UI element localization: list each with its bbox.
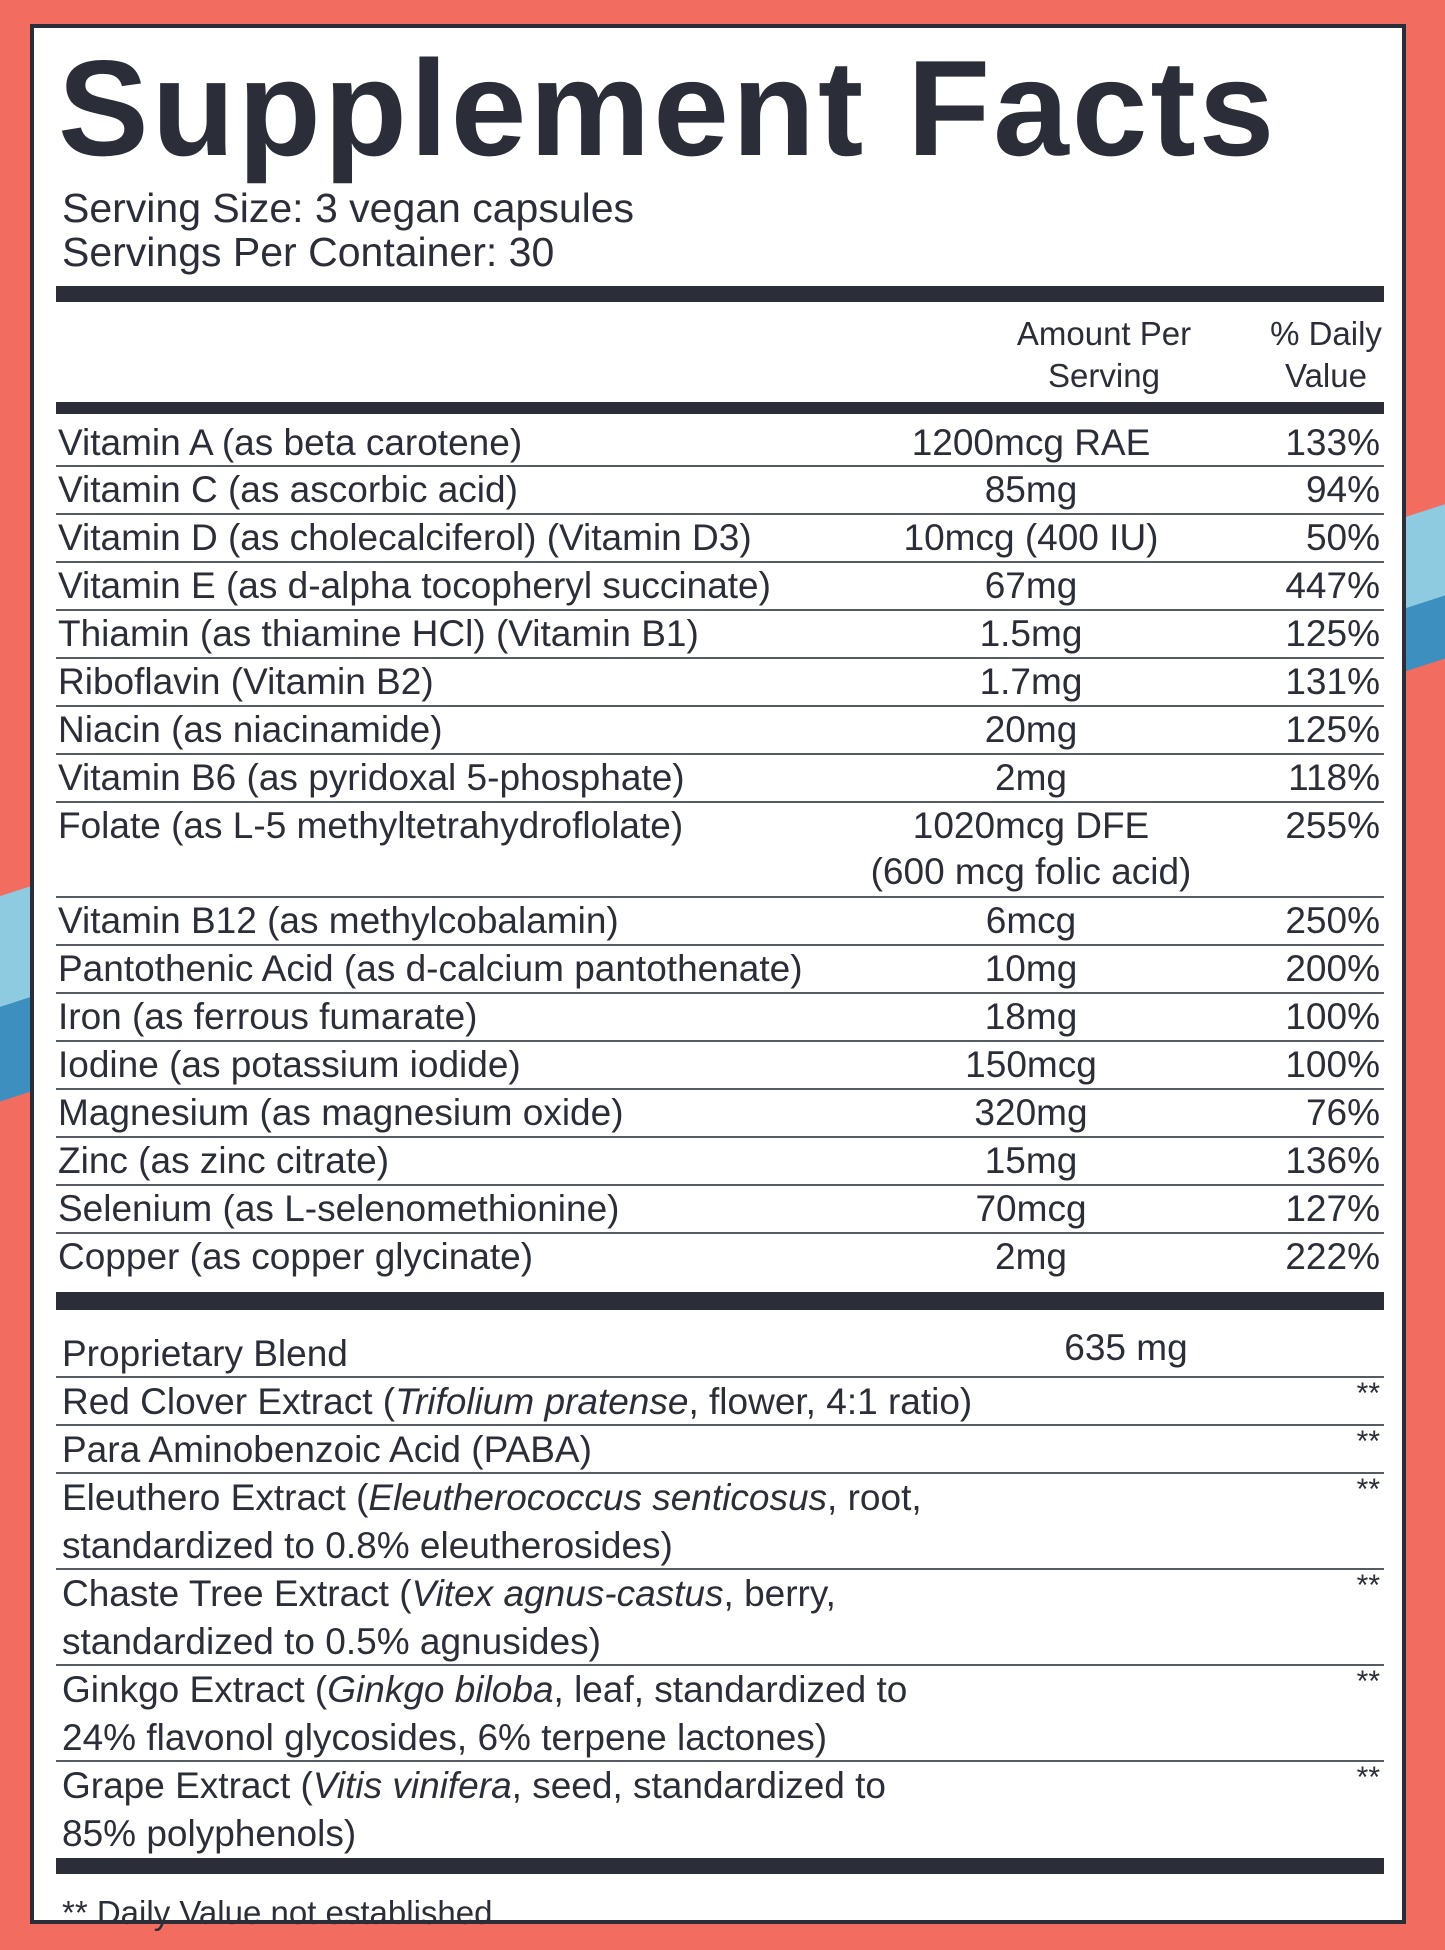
nutrient-daily-value: 76%: [1305, 1092, 1380, 1133]
blend-name: Proprietary Blend: [62, 1333, 348, 1374]
nutrient-daily-value: 133%: [1285, 422, 1380, 463]
ingredient-name: [62, 1666, 907, 1714]
nutrient-amount-value: 18mg: [984, 996, 1078, 1037]
daily-value-not-established-marker: **: [1356, 1665, 1380, 1698]
nutrient-amount-note: (600 mcg folic acid): [870, 851, 1192, 892]
nutrient-amount: [741, 1186, 1321, 1232]
ingredient-name-end: , berry,: [723, 1573, 836, 1614]
nutrient-name: Niacin (as niacinamide): [58, 709, 443, 750]
blend-ingredient-row: [56, 1762, 1384, 1858]
ingredient-name-end: , leaf, standardized to: [553, 1669, 908, 1710]
nutrient-amount-value: 20mg: [984, 709, 1078, 750]
nutrient-name: Iodine (as potassium iodide): [58, 1044, 521, 1085]
ingredient-name-start: Red Clover Extract (: [62, 1381, 396, 1422]
ingredient-latin-name: Ginkgo biloba: [327, 1669, 554, 1710]
daily-value-not-established-marker: **: [1356, 1425, 1380, 1458]
nutrient-name: Selenium (as L-selenomethionine): [58, 1188, 620, 1229]
nutrient-amount-value: 1020mcg DFE: [912, 805, 1150, 846]
nutrient-row: [56, 755, 1384, 803]
nutrient-daily-value: 131%: [1285, 661, 1380, 702]
nutrient-name: Zinc (as zinc citrate): [58, 1140, 390, 1181]
nutrient-amount: [741, 994, 1321, 1040]
nutrient-daily-value: 100%: [1285, 996, 1380, 1037]
ingredient-latin-name: Trifolium pratense: [395, 1381, 689, 1422]
blend-header-row: [56, 1327, 1384, 1378]
header-dv-line1: % Daily: [1270, 315, 1382, 352]
nutrient-row: [56, 707, 1384, 755]
blend-ingredient-row: [56, 1570, 1384, 1666]
nutrient-amount: [741, 803, 1321, 895]
nutrient-amount: [741, 946, 1321, 992]
nutrient-amount: [741, 563, 1321, 609]
nutrient-daily-value: 250%: [1285, 900, 1380, 941]
nutrient-amount-value: 85mg: [984, 469, 1078, 510]
nutrient-amount: [741, 898, 1321, 944]
ingredient-name-line2: standardized to 0.8% eleutherosides): [62, 1525, 673, 1566]
ingredient-latin-name: Vitex agnus-castus: [411, 1573, 724, 1614]
header-dv-line2: Value: [1285, 357, 1367, 394]
nutrient-amount: [741, 1138, 1321, 1184]
nutrient-name: Iron (as ferrous fumarate): [58, 996, 478, 1037]
ingredient-name-line2: 24% flavonol glycosides, 6% terpene lactones): [62, 1717, 828, 1758]
nutrient-daily-value: 127%: [1285, 1188, 1380, 1229]
nutrient-row: [56, 1234, 1384, 1282]
ingredient-name-end: , root,: [827, 1477, 922, 1518]
nutrient-amount-value: 1.5mg: [979, 613, 1083, 654]
supplement-facts-label: [30, 24, 1406, 1931]
footnote: ** Daily Value not established: [62, 1894, 493, 1931]
nutrient-name: Vitamin D (as cholecalciferol) (Vitamin D3): [58, 517, 752, 558]
nutrient-row: [56, 1138, 1384, 1186]
nutrient-name: Riboflavin (Vitamin B2): [58, 661, 434, 702]
nutrient-row: [56, 467, 1384, 515]
nutrient-amount-value: 1.7mg: [979, 661, 1083, 702]
nutrient-amount: [741, 707, 1321, 753]
nutrient-row: [56, 946, 1384, 994]
nutrient-daily-value: 125%: [1285, 613, 1380, 654]
serving-size: Serving Size: 3 vegan capsules: [62, 185, 635, 231]
nutrient-amount-value: 320mg: [974, 1092, 1088, 1133]
proprietary-blend-table: [56, 1327, 1384, 1858]
divider-thick: [56, 1858, 1384, 1874]
nutrient-daily-value: 222%: [1285, 1236, 1380, 1277]
nutrient-amount-value: 2mg: [995, 1236, 1067, 1277]
blend-ingredient-row: [56, 1378, 1384, 1426]
header-amount-per-serving: [984, 313, 1224, 397]
nutrient-name: Folate (as L-5 methyltetrahydroflolate): [58, 805, 684, 846]
nutrient-amount-value: 70mcg: [975, 1188, 1087, 1229]
ingredient-name-end: , flower, 4:1 ratio): [688, 1381, 973, 1422]
ingredient-name-line2: standardized to 0.5% agnusides): [62, 1621, 601, 1662]
nutrient-name: Pantothenic Acid (as d-calcium pantothenate): [58, 948, 803, 989]
nutrient-daily-value: 100%: [1285, 1044, 1380, 1085]
ingredient-name-start: Para Aminobenzoic Acid (PABA): [62, 1429, 592, 1470]
divider-thick: [56, 286, 1384, 302]
nutrient-daily-value: 50%: [1305, 517, 1380, 558]
header-daily-value: [1256, 313, 1396, 397]
ingredient-name-start: Chaste Tree Extract (: [62, 1573, 412, 1614]
nutrient-table: [56, 420, 1384, 1282]
ingredient-latin-name: Eleutherococcus senticosus: [368, 1477, 828, 1518]
nutrient-name: Vitamin E (as d-alpha tocopheryl succinate): [58, 565, 771, 606]
blend-ingredient-row: [56, 1666, 1384, 1762]
nutrient-amount-value: 67mg: [984, 565, 1078, 606]
header-amount-line2: Serving: [1048, 357, 1160, 394]
ingredient-name-start: Eleuthero Extract (: [62, 1477, 369, 1518]
nutrient-row: [56, 515, 1384, 563]
nutrient-amount-value: 15mg: [984, 1140, 1078, 1181]
nutrient-row: [56, 1090, 1384, 1138]
servings-per-container: Servings Per Container: 30: [62, 229, 555, 275]
nutrient-amount: [741, 1234, 1321, 1280]
ingredient-name: [62, 1426, 592, 1474]
nutrient-amount-value: 10mg: [984, 948, 1078, 989]
label-title: Supplement Facts: [58, 32, 1278, 184]
daily-value-not-established-marker: **: [1356, 1377, 1380, 1410]
nutrient-amount: [741, 1090, 1321, 1136]
ingredient-name: [62, 1378, 972, 1426]
header-amount-line1: Amount Per: [1016, 315, 1192, 352]
daily-value-not-established-marker: **: [1356, 1569, 1380, 1602]
nutrient-row: [56, 803, 1384, 898]
nutrient-row: [56, 659, 1384, 707]
nutrient-row: [56, 563, 1384, 611]
nutrient-amount: [741, 515, 1321, 561]
daily-value-not-established-marker: **: [1356, 1473, 1380, 1506]
nutrient-amount: [741, 755, 1321, 801]
nutrient-name: Magnesium (as magnesium oxide): [58, 1092, 624, 1133]
nutrient-amount-value: 1200mcg RAE: [911, 422, 1151, 463]
nutrient-name: Vitamin C (as ascorbic acid): [58, 469, 518, 510]
ingredient-name-start: Ginkgo Extract (: [62, 1669, 328, 1710]
nutrient-daily-value: 94%: [1305, 469, 1380, 510]
nutrient-row: [56, 994, 1384, 1042]
nutrient-daily-value: 200%: [1285, 948, 1380, 989]
nutrient-row: [56, 898, 1384, 946]
nutrient-amount: [741, 1042, 1321, 1088]
nutrient-amount-value: 6mcg: [985, 900, 1077, 941]
ingredient-name: [62, 1570, 836, 1618]
ingredient-name-end: , seed, standardized to: [511, 1765, 887, 1806]
divider-thick: [56, 1292, 1384, 1310]
nutrient-amount-value: 10mcg (400 IU): [903, 517, 1159, 558]
nutrient-amount-value: 150mcg: [965, 1044, 1097, 1085]
nutrient-daily-value: 136%: [1285, 1140, 1380, 1181]
blend-ingredient-row: [56, 1474, 1384, 1570]
nutrient-amount-value: 2mg: [995, 757, 1067, 798]
daily-value-not-established-marker: **: [1356, 1761, 1380, 1794]
nutrient-daily-value: 255%: [1285, 805, 1380, 846]
nutrient-name: Vitamin A (as beta carotene): [58, 422, 523, 463]
divider-medium: [56, 402, 1384, 414]
nutrient-amount: [741, 420, 1321, 466]
blend-amount: 635 mg: [1064, 1327, 1188, 1368]
nutrient-name: Thiamin (as thiamine HCl) (Vitamin B1): [58, 613, 699, 654]
nutrient-name: Copper (as copper glycinate): [58, 1236, 534, 1277]
blend-ingredient-row: [56, 1426, 1384, 1474]
ingredient-name: [62, 1762, 886, 1810]
nutrient-name: Vitamin B12 (as methylcobalamin): [58, 900, 619, 941]
ingredient-name: [62, 1474, 922, 1522]
nutrient-row: [56, 611, 1384, 659]
ingredient-latin-name: Vitis vinifera: [312, 1765, 512, 1806]
ingredient-name-start: Grape Extract (: [62, 1765, 313, 1806]
nutrient-daily-value: 447%: [1285, 565, 1380, 606]
nutrient-daily-value: 118%: [1288, 757, 1380, 798]
nutrient-row: [56, 1186, 1384, 1234]
nutrient-row: [56, 1042, 1384, 1090]
nutrient-daily-value: 125%: [1285, 709, 1380, 750]
nutrient-name: Vitamin B6 (as pyridoxal 5-phosphate): [58, 757, 685, 798]
nutrient-amount: [741, 611, 1321, 657]
ingredient-name-line2: 85% polyphenols): [62, 1813, 357, 1854]
nutrient-amount: [741, 659, 1321, 705]
nutrient-amount: [741, 467, 1321, 513]
nutrient-row: [56, 420, 1384, 467]
